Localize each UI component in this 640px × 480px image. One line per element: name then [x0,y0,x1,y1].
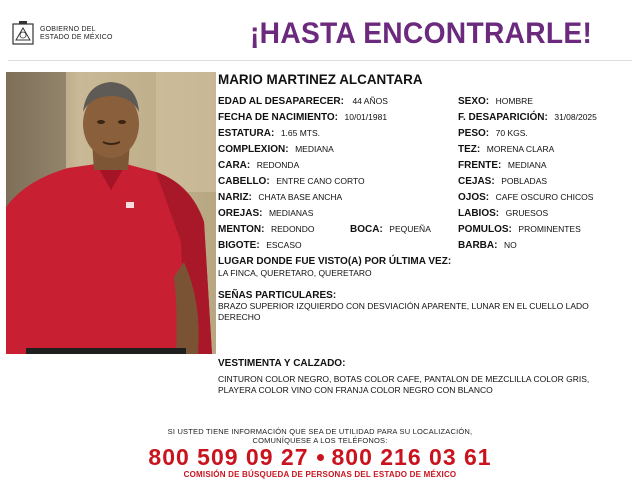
field-value: 10/01/1981 [344,112,388,122]
phone-number-2[interactable]: 800 216 03 61 [331,444,492,470]
features-value: BRAZO SUPERIOR IZQUIERDO CON DESVIACIÓN APARENTE, LUNAR EN EL CUELLO LADO DERECHO [218,301,589,322]
bullet-separator [317,454,324,461]
field-complexion [218,144,334,155]
field-label: CABELLO: [218,176,270,187]
field-label: BIGOTE: [218,240,260,251]
field-label: F. DESAPARICIÓN: [458,112,548,123]
field-ojos [458,192,593,203]
phone-number-1[interactable]: 800 509 09 27 [148,444,309,470]
clothing-label: VESTIMENTA Y CALZADO: [218,358,346,369]
phone-numbers [0,444,640,471]
field-label: NARIZ: [218,192,252,203]
missing-person-photo [6,72,216,354]
field-label: OREJAS: [218,208,263,219]
field-label: LABIOS: [458,208,500,219]
field-label: SEXO: [458,96,490,107]
clothing-value: CINTURON COLOR NEGRO, BOTAS COLOR CAFE, PANTALON DE MEZCLILLA COLOR GRIS, PLAYERA COLOR VINO CON FRANJA COLOR NEGRO CON BLANCO [218,374,590,395]
gov-line-2: ESTADO DE MÉXICO [40,34,113,41]
field-value: ENTRE CANO CORTO [276,176,365,186]
field-edad [218,96,388,107]
field-value: POBLADAS [501,176,548,186]
field-label: BARBA: [458,240,498,251]
field-cejas [458,176,547,187]
field-value: NO [503,240,517,250]
field-boca [350,224,431,235]
commission-name: COMISIÓN DE BÚSQUEDA DE PERSONAS DEL ESTADO DE MÉXICO [183,470,457,479]
field-value: 31/08/2025 [554,112,597,122]
field-value: MORENA CLARA [486,144,555,154]
field-label: POMULOS: [458,224,512,235]
field-label: CEJAS: [458,176,495,187]
field-value: HOMBRE [495,96,533,106]
person-name: MARIO MARTINEZ ALCANTARA [218,71,423,87]
field-value: CAFE OSCURO CHICOS [495,192,594,202]
field-label: ESTATURA: [218,128,275,139]
field-value: CHATA BASE ANCHA [258,192,343,202]
field-value: GRUESOS [505,208,549,218]
government-name [40,26,113,42]
field-frente [458,160,547,171]
field-value: PROMINENTES [518,224,581,234]
field-label: OJOS: [458,192,490,203]
field-value: ESCASO [266,240,302,250]
last-seen-label: LUGAR DONDE FUE VISTO(A) POR ÚLTIMA VEZ: [218,256,452,267]
field-menton [218,224,314,235]
field-barba [458,240,517,251]
field-label: FECHA DE NACIMIENTO: [218,112,338,123]
field-label: EDAD AL DESAPARECER: [218,96,344,107]
field-value: 44 AÑOS [352,96,388,106]
field-value: MEDIANAS [268,208,314,218]
field-label: PESO: [458,128,490,139]
field-nariz [218,192,342,203]
field-value: MEDIANA [295,144,334,154]
field-label: FRENTE: [458,160,502,171]
field-bigote [218,240,302,251]
field-label: COMPLEXION: [218,144,289,155]
field-pomulos [458,224,581,235]
field-fecha-nacimiento [218,112,387,123]
state-seal-icon [10,20,36,48]
field-estatura [218,128,320,139]
last-seen-value: LA FINCA, QUERETARO, QUERETARO [218,268,372,278]
field-orejas [218,208,313,219]
field-value: 70 KGS. [495,128,528,138]
field-label: BOCA: [350,224,383,235]
contact-note-line-1: SI USTED TIENE INFORMACIÓN QUE SEA DE UTILIDAD PARA SU LOCALIZACIÓN, [167,427,473,436]
headline: ¡HASTA ENCONTRARLE! [250,17,593,50]
field-value: REDONDO [271,224,315,234]
field-cara [218,160,299,171]
field-peso [458,128,528,139]
field-label: MENTON: [218,224,265,235]
field-label: CARA: [218,160,251,171]
field-value: 1.65 MTS. [280,128,321,138]
field-value: MEDIANA [507,160,547,170]
field-labios [458,208,548,219]
field-label: TEZ: [458,144,481,155]
person-portrait [6,72,216,354]
government-logo [10,20,120,50]
field-sexo [458,96,533,107]
contact-note-line-2: COMUNÍQUESE A LOS TELÉFONOS: [252,436,388,445]
divider [8,60,632,61]
field-tez [458,144,554,155]
field-f-desaparicion [458,112,597,123]
field-value: PEQUEÑA [389,224,431,234]
field-cabello [218,176,365,187]
features-label: SEÑAS PARTICULARES: [218,290,337,301]
gov-line-1: GOBIERNO DEL [40,26,96,33]
field-value: REDONDA [256,160,300,170]
